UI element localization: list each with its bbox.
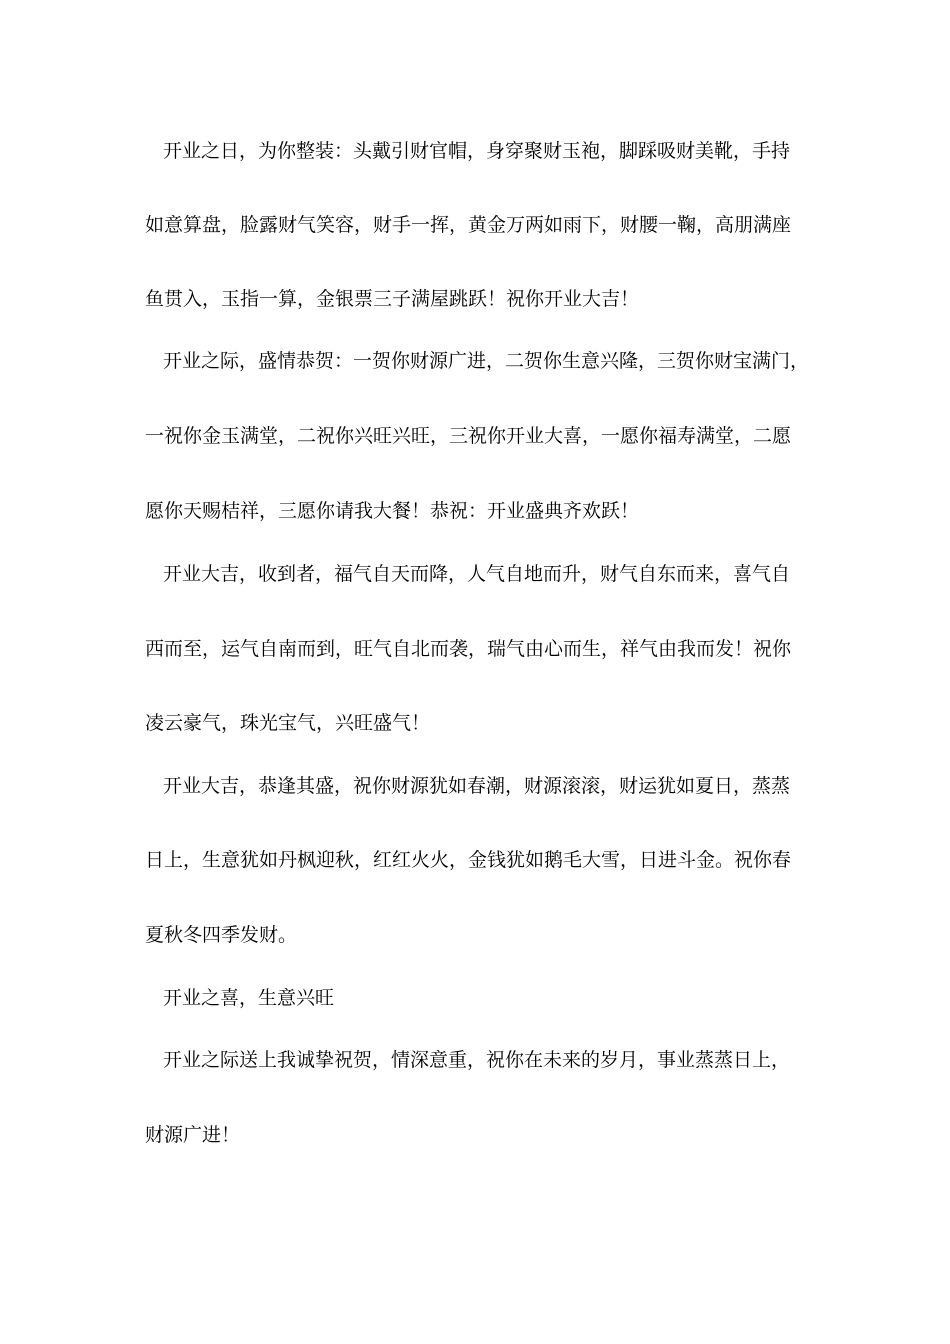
document-page: 开业之日，为你整装：头戴引财官帽，身穿聚财玉袍，脚踩吸财美靴，手持 如意算盘，脸露财气笑容，财手一挥，黄金万两如雨下，财腰一鞠，高朋满座 鱼贯入，玉指一算，金银票三子满屋跳跃！祝你开业大吉！ 开业之际，盛情恭贺：一贺你财源广进，二贺你生意兴隆，三贺你财宝满门， 一祝你金玉满堂，二祝你兴旺兴旺，三祝你开业大喜，一愿你福寿满堂，二愿 愿你天赐桔祥，三愿你请我大餐！恭祝：开业盛典齐欢跃！ 开业大吉，收到者，福气自天而降，人气自地而升，财气自东而来，喜气自 西而至，运气自南而到，旺气自北而袭，瑞气由心而生，祥气由我而发！祝你 凌云豪气，珠光宝气，兴旺盛气！ 开业大吉，恭逢其盛，祝你财源犹如春潮，财源滚滚，财运犹如夏日，蒸蒸 日上，生意犹如丹枫迎秋，红红火火，金钱犹如鹅毛大雪，日进斗金。祝你春 夏秋冬四季发财。 开业之喜，生意兴旺 开业之际送上我诚挚祝贺，情深意重，祝你在未来的岁月，事业蒸蒸日上， 财源广进！	[0, 0, 950, 1344]
